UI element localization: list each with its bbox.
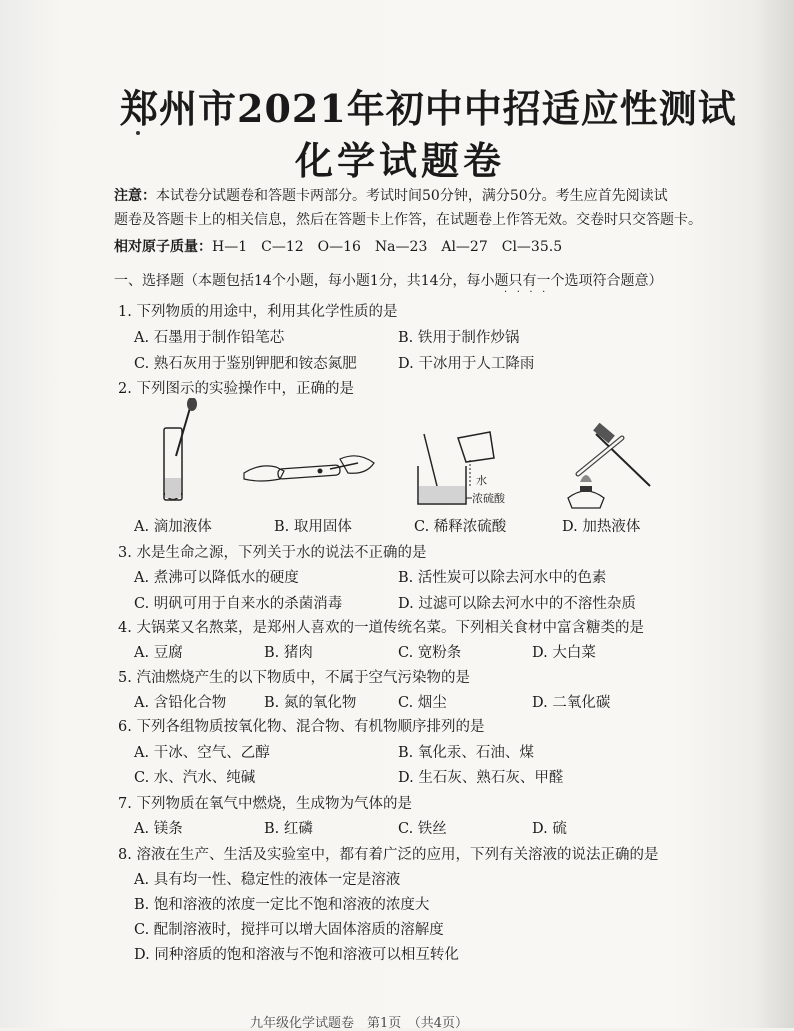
question-3-option-c: C. 明矾可用于自来水的杀菌消毒 [134, 596, 343, 612]
exam-subtitle: 化学试题卷 [294, 138, 505, 183]
question-6-option-d: D. 生石灰、熟石灰、甲醛 [398, 770, 564, 786]
atomic-mass-label: 相对原子质量： [114, 239, 212, 255]
question-2-option-c: C. 稀释浓硫酸 [414, 519, 507, 535]
figure-taking-solid [240, 445, 380, 495]
question-7-option-c: C. 铁丝 [398, 821, 447, 837]
question-8-option-d: D. 同种溶质的饱和溶液与不饱和溶液可以相互转化 [134, 947, 459, 963]
section-title: 一、选择题（本题包括14个小题，每小题1分，共14分，每小题只有一个选项符合题意） [114, 273, 663, 289]
question-6-option-a: A. 干冰、空气、乙醇 [134, 745, 270, 761]
atomic-mass-line [114, 236, 562, 256]
figure-heating-liquid [566, 420, 662, 512]
question-1-option-b: B. 铁用于制作炒锅 [398, 330, 520, 346]
question-2-option-a: A. 滴加液体 [134, 519, 212, 535]
question-8-option-c: C. 配制溶液时，搅拌可以增大固体溶质的溶解度 [134, 922, 444, 938]
notice-text-2: 题卷及答题卡上的相关信息，然后在答题卡上作答，在试题卷上作答无效。交卷时只交答题卡。 [114, 212, 702, 228]
question-7-stem: 7. 下列物质在氧气中燃烧，生成物为气体的是 [118, 796, 412, 812]
question-1-stem: 1. 下列物质的用途中，利用其化学性质的是 [118, 304, 398, 320]
question-3-option-a: A. 煮沸可以降低水的硬度 [134, 570, 299, 586]
question-3-stem: 3. 水是生命之源，下列关于水的说法不正确的是 [118, 545, 427, 561]
question-4-stem: 4. 大锅菜又名熬菜，是郑州人喜欢的一道传统名菜。下列相关食材中富含糖类的是 [118, 620, 644, 636]
question-8-option-b: B. 饱和溶液的浓度一定比不饱和溶液的浓度大 [134, 897, 430, 913]
question-2-option-d: D. 加热液体 [562, 519, 641, 535]
question-7-option-d: D. 硫 [532, 821, 567, 837]
question-8-stem: 8. 溶液在生产、生活及实验室中，都有着广泛的应用，下列有关溶液的说法正确的是 [118, 847, 659, 863]
question-4-option-c: C. 宽粉条 [398, 645, 462, 661]
question-1-option-d: D. 干冰用于人工降雨 [398, 356, 535, 372]
emphasis-dots: · · · · [504, 287, 546, 298]
question-1-option-c: C. 熟石灰用于鉴别钾肥和铵态氮肥 [134, 356, 357, 372]
question-2-stem: 2. 下列图示的实验操作中，正确的是 [118, 381, 354, 397]
notice-text-1: 本试卷分试题卷和答题卡两部分。考试时间50分钟，满分50分。考生应首先阅读试 [156, 188, 668, 204]
exam-title: 郑州市2021年初中中招适应性测试 [120, 86, 737, 131]
question-5-option-b: B. 氮的氧化物 [264, 695, 357, 711]
question-7-option-a: A. 镁条 [134, 821, 183, 837]
figure-diluting-acid [410, 428, 520, 510]
notice-block [114, 184, 714, 232]
notice-label: 注意： [114, 188, 156, 204]
figure-label-acid: 浓硫酸 [472, 492, 505, 505]
question-4-option-d: D. 大白菜 [532, 645, 596, 661]
question-5-option-d: D. 二氧化碳 [532, 695, 611, 711]
question-6-option-c: C. 水、汽水、纯碱 [134, 770, 256, 786]
question-5-stem: 5. 汽油燃烧产生的以下物质中，不属于空气污染物的是 [118, 670, 470, 686]
figure-label-water: 水 [476, 474, 487, 487]
page-edge-shadow [754, 0, 794, 1028]
question-3-option-d: D. 过滤可以除去河水中的不溶性杂质 [398, 596, 636, 612]
atomic-mass-values: H—1 C—12 O—16 Na—23 Al—27 Cl—35.5 [212, 239, 563, 255]
page-footer: 九年级化学试题卷 第1页 （共4页） [250, 1016, 469, 1031]
question-6-option-b: B. 氧化汞、石油、煤 [398, 745, 534, 761]
question-4-option-b: B. 猪肉 [264, 645, 313, 661]
question-6-stem: 6. 下列各组物质按氧化物、混合物、有机物顺序排列的是 [118, 719, 485, 735]
question-4-option-a: A. 豆腐 [134, 645, 183, 661]
question-7-option-b: B. 红磷 [264, 821, 313, 837]
question-5-option-a: A. 含铅化合物 [134, 695, 227, 711]
figure-dropper-test-tube [150, 398, 210, 508]
question-2-option-b: B. 取用固体 [274, 519, 352, 535]
question-5-option-c: C. 烟尘 [398, 695, 447, 711]
question-1-option-a: A. 石墨用于制作铅笔芯 [134, 330, 285, 346]
question-8-option-a: A. 具有均一性、稳定性的液体一定是溶液 [134, 872, 401, 888]
question-3-option-b: B. 活性炭可以除去河水中的色素 [398, 570, 607, 586]
